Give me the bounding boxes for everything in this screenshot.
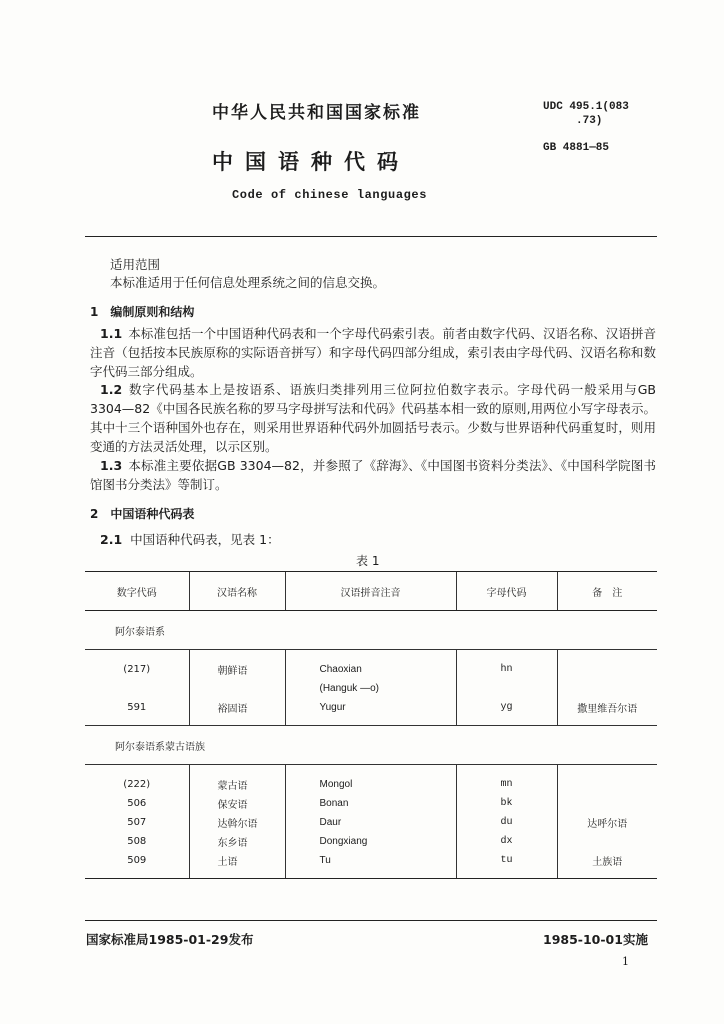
table-group-row [85,726,657,765]
cell-chinese-name: 保安语 [189,794,285,813]
cell-numeric-code: 506 [127,798,147,809]
table-row [85,698,657,726]
scope-heading: 适用范围 [110,257,161,272]
scope-text: 本标准适用于任何信息处理系统之间的信息交换。 [110,275,386,290]
header-divider [85,236,657,237]
cell-letter-code [456,679,557,698]
cell-note [557,650,657,680]
cell-pinyin: Chaoxian [285,650,456,680]
section1-heading: 1 编制原则和结构 [90,305,195,319]
cell-letter-code: mn [456,765,557,795]
effective-date: 1985-10-01实施 [543,932,648,947]
cell-numeric-code: 508 [127,836,147,847]
cell-letter-code: tu [456,851,557,879]
table-caption: 表 1 [356,554,380,568]
paragraph-number: 2.1 [100,532,123,547]
paragraph-number: 1.2 [100,382,123,397]
table-row [85,851,657,879]
cell-numeric-code: (222) [123,779,151,790]
table-row [85,794,657,813]
paragraph-number: 1.1 [100,326,123,341]
cell-pinyin: Bonan [285,794,456,813]
gb-standard-number: GB 4881—85 [543,142,610,154]
cell-chinese-name: 土语 [189,851,285,879]
cell-pinyin: Daur [285,813,456,832]
cell-letter-code: yg [456,698,557,726]
language-code-table [85,571,657,879]
cell-chinese-name [189,679,285,698]
issue-date: 国家标准局1985-01-29发布 [86,932,254,947]
cell-letter-code: hn [456,650,557,680]
cell-letter-code: du [456,813,557,832]
cell-letter-code: dx [456,832,557,851]
table-row [85,765,657,795]
section2-heading: 2 中国语种代码表 [90,507,195,521]
cell-note: 撒里维吾尔语 [557,698,657,726]
cell-chinese-name: 裕固语 [189,698,285,726]
table-row [85,650,657,680]
cell-pinyin: (Hanguk —o) [285,679,456,698]
footer-divider [85,920,657,921]
udc-code-line1: UDC 495.1(083 [543,101,629,113]
cell-note: 达呼尔语 [557,813,657,832]
table-header-row [85,572,657,611]
group-label: 阿尔泰语系蒙古语族 [85,726,657,765]
paragraph-text: 数字代码基本上是按语系、语族归类排列用三位阿拉伯数字表示。字母代码一般采用与GB 3304—82《中国各民族名称的罗马字母拼写法和代码》代码基本相一致的原则,用两位小写字母表示。其中十三个语种国外也存在，则采用世界语种代码外加圆括号表示。少数与世界语种代码重复时，则用变通的方法灵活处理，以示区别。 [90,382,656,454]
udc-code-line2: .73) [576,115,603,127]
cell-chinese-name: 达斡尔语 [189,813,285,832]
cell-numeric-code: (217) [123,664,151,675]
cell-chinese-name: 朝鲜语 [189,650,285,680]
cell-numeric-code: 509 [85,851,189,879]
cell-pinyin: Tu [285,851,456,879]
cell-numeric-code: 507 [127,817,147,828]
group-label: 阿尔泰语系 [85,611,657,650]
paragraph-number: 1.3 [100,458,123,473]
cell-note [557,794,657,813]
table-row [85,679,657,698]
paragraph-1-1 [90,324,656,381]
cell-note [557,832,657,851]
column-header: 字母代码 [456,572,557,611]
cell-note: 土族语 [557,851,657,879]
table-row [85,813,657,832]
cell-pinyin: Yugur [285,698,456,726]
paragraph-1-2 [90,380,656,456]
cell-numeric-code: 591 [85,698,189,726]
paragraph-text: 中国语种代码表，见表 1： [130,532,280,547]
column-header: 数字代码 [85,572,189,611]
column-header: 备 注 [557,572,657,611]
paragraph-1-3 [90,456,656,494]
paragraph-text: 本标准主要依据GB 3304—82，并参照了《辞海》、《中国图书资料分类法》、《中国科学院图书馆图书分类法》等制订。 [90,458,656,492]
issuing-authority: 中华人民共和国国家标准 [212,103,421,123]
cell-chinese-name: 蒙古语 [189,765,285,795]
cell-letter-code: bk [456,794,557,813]
table-row [85,832,657,851]
cell-chinese-name: 东乡语 [189,832,285,851]
cell-pinyin: Dongxiang [285,832,456,851]
column-header: 汉语拼音注音 [285,572,456,611]
cell-numeric-code [85,679,189,698]
page-number: 1 [622,955,629,968]
column-header: 汉语名称 [189,572,285,611]
document-title: 中国语种代码 [212,150,410,174]
cell-note [557,679,657,698]
paragraph-text: 本标准包括一个中国语种代码表和一个字母代码索引表。前者由数字代码、汉语名称、汉语拼音注音（包括按本民族原称的实际语音拼写）和字母代码四部分组成，索引表由字母代码、汉语名称和数字代码三部分组成。 [90,326,656,379]
paragraph-2-1 [100,530,280,548]
cell-pinyin: Mongol [285,765,456,795]
cell-note [557,765,657,795]
table-group-row [85,611,657,650]
document-title-en: Code of chinese languages [232,188,428,202]
